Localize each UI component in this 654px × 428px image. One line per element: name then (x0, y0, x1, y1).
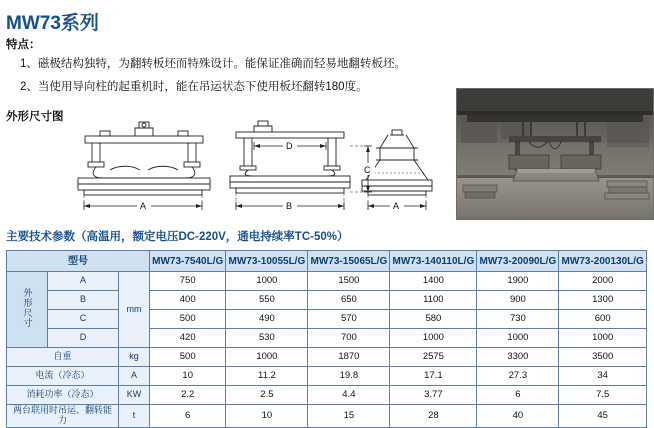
cell-b-0: 400 (150, 291, 226, 310)
cell-capacity-1: 10 (226, 405, 308, 428)
cell-current-3: 17.1 (390, 367, 477, 386)
cell-weight-0: 500 (150, 348, 226, 367)
cell-b-4: 900 (477, 291, 559, 310)
cell-capacity-5: 45 (559, 405, 647, 428)
cell-capacity-2: 15 (308, 405, 390, 428)
model-cell-3: MW73-140110L/G (390, 251, 477, 272)
unit-ampere: A (119, 367, 150, 386)
row-label-current: 电流（冷态） (7, 367, 119, 386)
cell-current-1: 11.2 (226, 367, 308, 386)
cell-c-0: 500 (150, 310, 226, 329)
row-label-power: 消耗功率（冷态） (7, 386, 119, 405)
cell-capacity-3: 28 (390, 405, 477, 428)
cell-d-0: 420 (150, 329, 226, 348)
cell-current-5: 34 (559, 367, 647, 386)
cell-a-4: 1900 (477, 272, 559, 291)
cell-weight-3: 2575 (390, 348, 477, 367)
table-row (7, 367, 647, 386)
row-label-b: B (48, 291, 119, 310)
dim-label-a-right: A (393, 201, 400, 211)
cell-a-1: 1000 (226, 272, 308, 291)
cell-weight-1: 1000 (226, 348, 308, 367)
cell-b-2: 650 (308, 291, 390, 310)
cell-power-5: 7.5 (559, 386, 647, 405)
cell-b-3: 1100 (390, 291, 477, 310)
feature-item-2: 2、当使用导向柱的起重机时，能在吊运状态下使用板坯翻转180度。 (20, 81, 368, 93)
table-heading: 主要技术参数（高温用，额定电压DC-220V，通电持续率TC-50%） (6, 231, 349, 243)
cell-capacity-0: 6 (150, 405, 226, 428)
spec-table (6, 250, 647, 428)
cell-a-5: 2000 (559, 272, 647, 291)
row-label-d: D (48, 329, 119, 348)
cell-power-1: 2.5 (226, 386, 308, 405)
table-row (7, 386, 647, 405)
cell-current-4: 27.3 (477, 367, 559, 386)
unit-kw: KW (119, 386, 150, 405)
dim-label-b: B (286, 201, 293, 211)
cell-c-1: 490 (226, 310, 308, 329)
row-label-c: C (48, 310, 119, 329)
unit-ton: t (119, 405, 150, 428)
cell-d-2: 700 (308, 329, 390, 348)
cell-d-3: 1000 (390, 329, 477, 348)
cell-c-3: 580 (390, 310, 477, 329)
dim-label-c: C (364, 165, 371, 175)
model-cell-4: MW73-20090L/G (477, 251, 559, 272)
cell-current-2: 19.8 (308, 367, 390, 386)
features-label: 特点： (6, 39, 41, 51)
cell-weight-5: 3500 (559, 348, 647, 367)
cell-capacity-4: 40 (477, 405, 559, 428)
row-label-capacity: 两台联用时吊运、翻转能力 (7, 405, 119, 428)
cell-power-0: 2.2 (150, 386, 226, 405)
table-row (7, 310, 647, 329)
model-cell-2: MW73-15065L/G (308, 251, 390, 272)
cell-c-2: 570 (308, 310, 390, 329)
cell-current-0: 10 (150, 367, 226, 386)
outline-drawing (40, 118, 450, 218)
page-title: MW73系列 (6, 13, 99, 34)
table-row (7, 348, 647, 367)
model-header-cell: 型号 (7, 251, 150, 272)
dim-label-a-left: A (140, 201, 147, 211)
unit-kg: kg (119, 348, 150, 367)
row-label-a: A (48, 272, 119, 291)
cell-d-1: 530 (226, 329, 308, 348)
model-cell-0: MW73-7540L/G (150, 251, 226, 272)
dim-label-d: D (286, 141, 293, 151)
table-row (7, 272, 647, 291)
cell-b-5: 1300 (559, 291, 647, 310)
cell-weight-2: 1870 (308, 348, 390, 367)
table-header-row (7, 251, 647, 272)
cell-power-2: 4.4 (308, 386, 390, 405)
unit-mm: mm (119, 272, 150, 348)
cell-c-5: 600 (559, 310, 647, 329)
cell-a-3: 1400 (390, 272, 477, 291)
row-label-weight: 自重 (7, 348, 119, 367)
cell-d-4: 1000 (477, 329, 559, 348)
cell-weight-4: 3300 (477, 348, 559, 367)
model-cell-1: MW73-10055L/G (226, 251, 308, 272)
product-photo (456, 88, 654, 220)
cell-a-0: 750 (150, 272, 226, 291)
group-label-outline: 外形尺寸 (7, 272, 48, 348)
cell-power-4: 6 (477, 386, 559, 405)
dimension-drawing-label: 外形尺寸图 (6, 111, 64, 123)
table-row (7, 329, 647, 348)
cell-c-4: 730 (477, 310, 559, 329)
feature-item-1: 1、磁极结构独特，为翻转板坯而特殊设计。能保证准确而轻易地翻转板坯。 (20, 58, 406, 70)
cell-a-2: 1500 (308, 272, 390, 291)
model-cell-5: MW73-200130L/G (559, 251, 647, 272)
cell-power-3: 3.77 (390, 386, 477, 405)
cell-b-1: 550 (226, 291, 308, 310)
table-row (7, 291, 647, 310)
cell-d-5: 1000 (559, 329, 647, 348)
